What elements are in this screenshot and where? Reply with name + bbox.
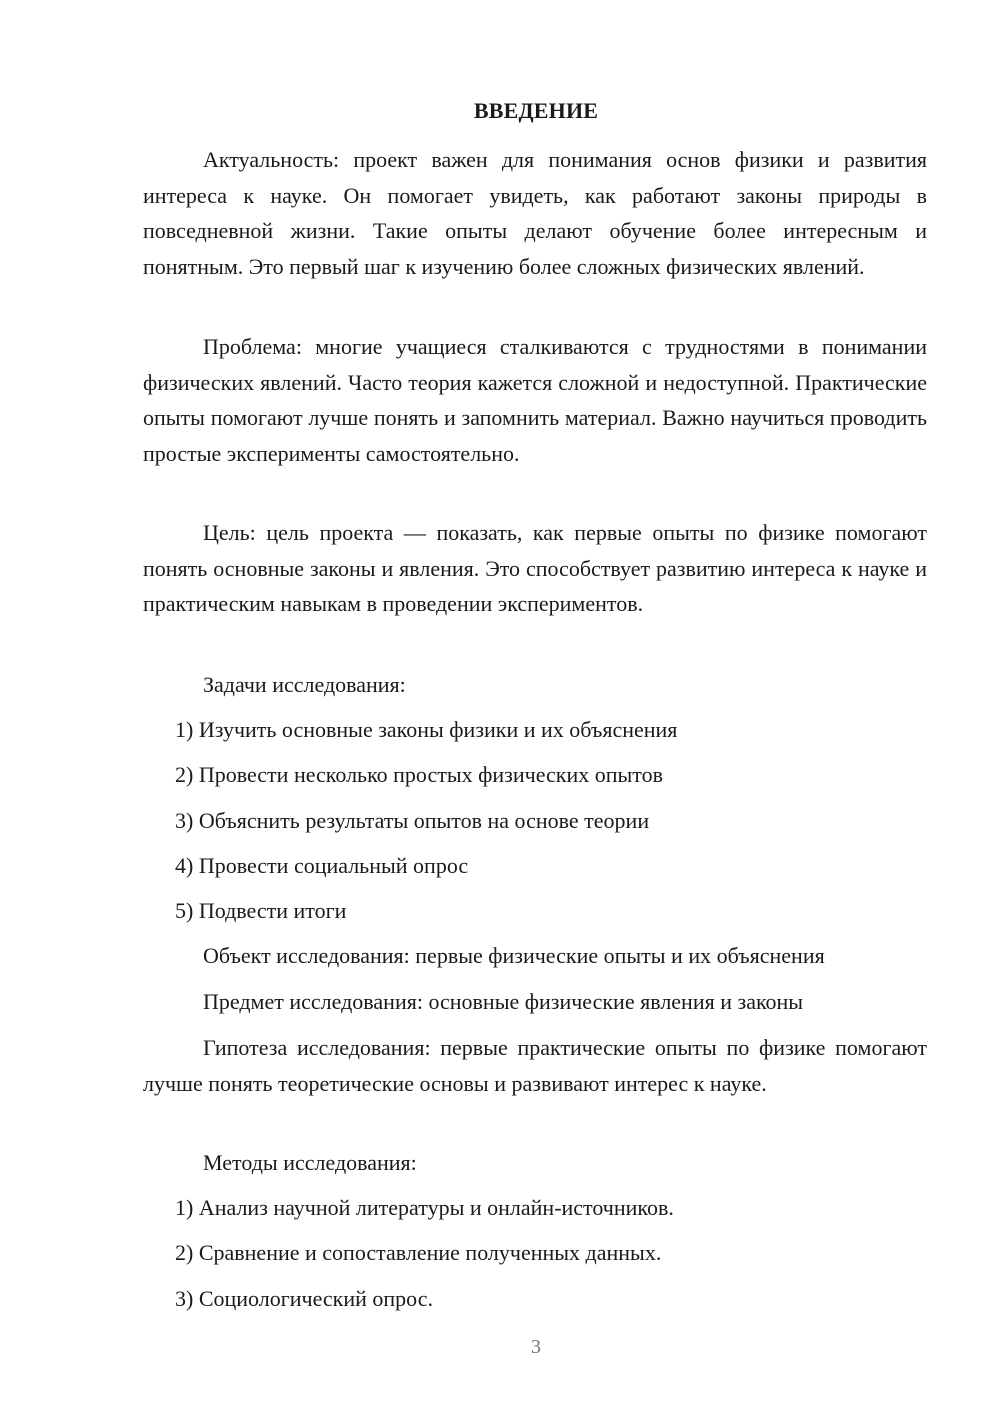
relevance-paragraph: Актуальность: проект важен для понимания основ физики и развития интереса к науке. Он помогает увидеть, как работают законы природы в повседневной жизни. Такие опыты делают обучение более интересным и понятным. Это первый шаг к изучению более сложных физических явлений. — [143, 147, 927, 279]
research-subject: Предмет исследования: основные физические явления и законы — [203, 989, 804, 1014]
methods-heading: Методы исследования: — [203, 1150, 417, 1175]
hypothesis-paragraph: Гипотеза исследования: первые практические опыты по физике помогают лучше понять теоретические основы и развивают интерес к науке. — [143, 1035, 927, 1096]
task-item: 1) Изучить основные законы физики и их объяснения — [175, 717, 678, 742]
method-item: 1) Анализ научной литературы и онлайн-источников. — [175, 1195, 674, 1220]
tasks-heading: Задачи исследования: — [203, 672, 406, 697]
task-item: 3) Объяснить результаты опытов на основе теории — [175, 808, 650, 833]
task-item: 5) Подвести итоги — [175, 898, 347, 923]
page-number: 3 — [531, 1336, 541, 1358]
method-item: 2) Сравнение и сопоставление полученных данных. — [175, 1240, 662, 1265]
task-item: 4) Провести социальный опрос — [175, 853, 469, 878]
goal-paragraph: Цель: цель проекта — показать, как первые опыты по физике помогают понять основные законы и явления. Это способствует развитию интереса к науке и практическим навыкам в проведении экспериментов. — [143, 520, 927, 616]
method-item: 3) Социологический опрос. — [175, 1286, 433, 1311]
research-object: Объект исследования: первые физические опыты и их объяснения — [203, 943, 825, 968]
task-item: 2) Провести несколько простых физических опытов — [175, 762, 663, 787]
problem-paragraph: Проблема: многие учащиеся сталкиваются с трудностями в понимании физических явлений. Часто теория кажется сложной и недоступной. Практические опыты помогают лучше понять и запомнить материал. Важно научиться проводить простые эксперименты самостоятельно. — [143, 334, 927, 466]
page-title: ВВЕДЕНИЕ — [473, 98, 599, 123]
